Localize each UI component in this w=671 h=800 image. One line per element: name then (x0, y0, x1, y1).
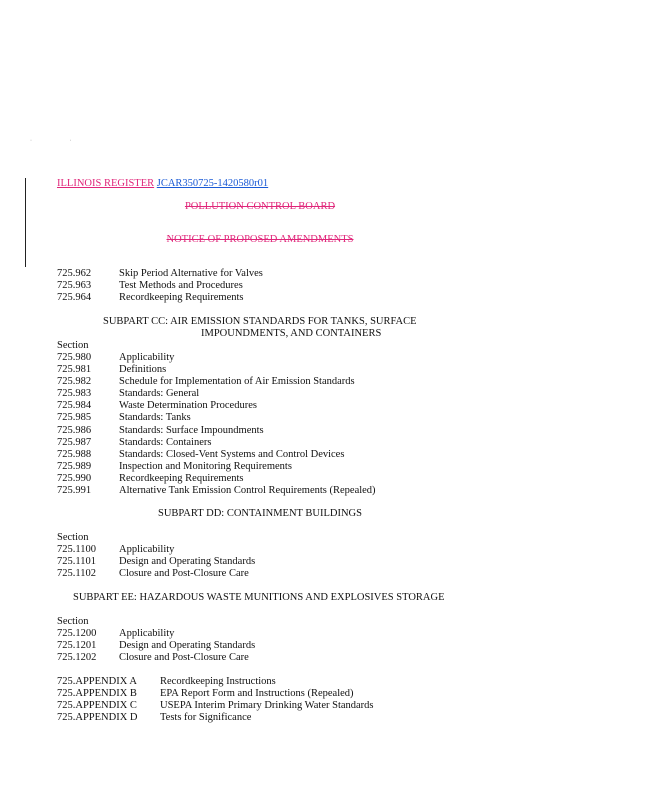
list-item: 725.1201 Design and Operating Standards (57, 640, 256, 652)
top-section-list (57, 268, 263, 304)
list-item: 725.1102 Closure and Post-Closure Care (57, 568, 249, 580)
subpart-ee-section-list (57, 628, 255, 664)
list-item: 725.987 Standards: Containers (57, 436, 212, 448)
subpart-dd-section-list (57, 544, 255, 580)
section-label: Section (57, 532, 89, 543)
subpart-cc-section-list (57, 352, 376, 497)
section-label: Section (57, 616, 89, 627)
list-item: 725.981 Definitions (57, 364, 167, 376)
subpart-ee-heading: SUBPART EE: HAZARDOUS WASTE MUNITIONS AND EXPLOSIVES STORAGE (73, 592, 445, 603)
list-item: 725.1101 Design and Operating Standards (57, 556, 256, 568)
list-item: 725.1100 Applicability (57, 544, 175, 555)
revision-bar (25, 178, 26, 267)
section-label: Section (57, 340, 89, 351)
subpart-dd-heading: SUBPART DD: CONTAINMENT BUILDINGS (158, 508, 362, 519)
list-item: 725.1202 Closure and Post-Closure Care (57, 652, 249, 664)
list-item: 725.962 Skip Period Alternative for Valves (57, 268, 263, 279)
subpart-cc-heading-2: IMPOUNDMENTS, AND CONTAINERS (201, 328, 382, 339)
jcar-code: JCAR350725-1420580r01 (156, 178, 269, 189)
list-item: 725.APPENDIX B EPA Report Form and Instructions (Repealed) (57, 688, 354, 700)
list-item: 725.980 Applicability (57, 352, 175, 363)
list-item: 725.988 Standards: Closed-Vent Systems and Control Devices (57, 448, 345, 460)
list-item: 725.APPENDIX A Recordkeeping Instructions (57, 676, 276, 687)
list-item: 725.APPENDIX C USEPA Interim Primary Drinking Water Standards (57, 700, 374, 712)
list-item: 725.982 Schedule for Implementation of Air Emission Standards (57, 376, 355, 388)
list-item: 725.989 Inspection and Monitoring Requirements (57, 460, 292, 472)
appendix-list (57, 676, 374, 724)
board-title-line (0, 200, 520, 214)
notice-title: NOTICE OF PROPOSED AMENDMENTS (166, 234, 354, 245)
list-item: 725.964 Recordkeeping Requirements (57, 292, 244, 304)
list-item: 725.APPENDIX D Tests for Significance (57, 712, 252, 724)
list-item: 725.1200 Applicability (57, 628, 175, 639)
list-item: 725.991 Alternative Tank Emission Control Requirements (Repealed) (57, 485, 376, 497)
margin-marks: · · (30, 138, 90, 144)
list-item: 725.990 Recordkeeping Requirements (57, 472, 244, 484)
register-title: ILLINOIS REGISTER (57, 178, 155, 189)
notice-title-line (0, 233, 520, 247)
list-item: 725.986 Standards: Surface Impoundments (57, 424, 264, 436)
list-item: 725.985 Standards: Tanks (57, 412, 191, 424)
register-header (57, 177, 268, 191)
board-title: POLLUTION CONTROL BOARD (184, 201, 336, 212)
list-item: 725.963 Test Methods and Procedures (57, 280, 243, 292)
subpart-cc-heading-1: SUBPART CC: AIR EMISSION STANDARDS FOR TANKS, SURFACE (103, 316, 417, 327)
list-item: 725.984 Waste Determination Procedures (57, 400, 257, 412)
list-item: 725.983 Standards: General (57, 388, 200, 400)
